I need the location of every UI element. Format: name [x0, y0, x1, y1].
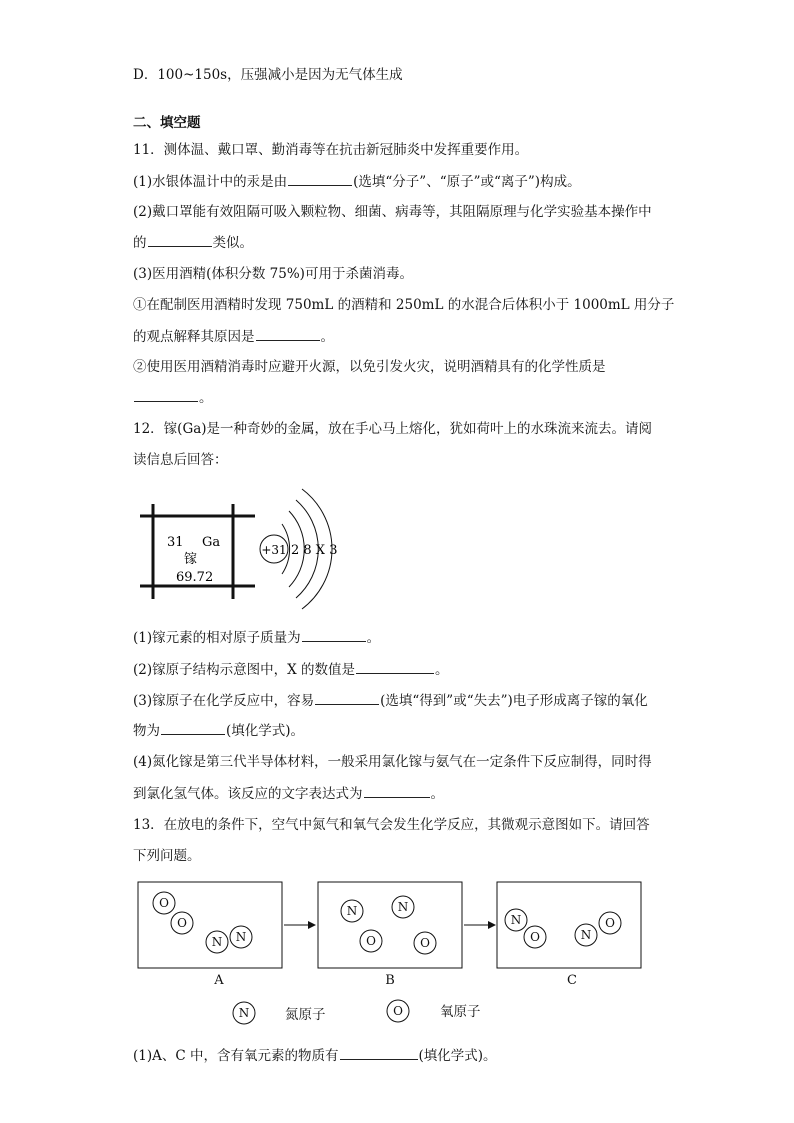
- atom-label: O: [393, 1004, 403, 1018]
- q13-part1: [133, 1046, 497, 1065]
- element-symbol: Ga: [202, 535, 221, 550]
- q13-part1-hint: (填化学式)。: [418, 1048, 497, 1064]
- answer-blank[interactable]: [364, 784, 430, 798]
- atom-label: N: [238, 1006, 250, 1020]
- q13-part1-text: (1)A、C 中，含有氧元素的物质有: [133, 1048, 339, 1064]
- atom-label: O: [159, 896, 169, 910]
- atom-label: O: [605, 916, 615, 930]
- atom-label: O: [177, 916, 187, 930]
- box-label-c: C: [567, 973, 577, 988]
- answer-blank[interactable]: [148, 233, 212, 247]
- q11-part2-suffix: 类似。: [212, 235, 253, 251]
- q10-option-d: D．100~150s，压强减小是因为无气体生成: [133, 67, 403, 83]
- q12-part2-end: 。: [435, 662, 449, 678]
- atom-label: O: [420, 936, 430, 950]
- q12-stem-line2: 读信息后回答：: [133, 452, 228, 468]
- box-label-a: A: [214, 973, 224, 988]
- q11-part2-prefix: 的: [133, 235, 147, 251]
- q11-part3b-line1: ②使用医用酒精消毒时应避开火源，以免引发火灾，说明酒精具有的化学性质是: [133, 359, 606, 375]
- q11-part3: (3)医用酒精(体积分数 75%)可用于杀菌消毒。: [133, 266, 413, 282]
- answer-blank[interactable]: [302, 628, 366, 642]
- q12-part3-text: (3)镓原子在化学反应中，容易: [133, 693, 315, 709]
- answer-blank[interactable]: [134, 388, 198, 402]
- q13-stem-line1: 13．在放电的条件下，空气中氮气和氧气会发生化学反应，其微观示意图如下。请回答: [133, 817, 650, 833]
- q11-part3a-end: 。: [320, 329, 334, 345]
- atom-label: N: [211, 935, 223, 949]
- atom-label: N: [510, 913, 522, 927]
- q12-part1-end: 。: [366, 630, 381, 646]
- element-name: 镓: [184, 552, 198, 567]
- q11-stem: 11．测体温、戴口罩、勤消毒等在抗击新冠肺炎中发挥重要作用。: [133, 142, 529, 158]
- q12-part4-line1: (4)氮化镓是第三代半导体材料，一般采用氯化镓与氨气在一定条件下反应制得，同时得: [133, 754, 652, 770]
- box-b: [318, 882, 462, 968]
- q12-part3-line2: [133, 721, 304, 740]
- q11-part3a-line1: ①在配制医用酒精时发现 750mL 的酒精和 250mL 的水混合后体积小于 1000mL 用分子: [133, 297, 675, 313]
- atom-label: N: [346, 904, 358, 918]
- q12-part2-text: (2)镓原子结构示意图中，X 的数值是: [133, 662, 356, 678]
- q11-part1: [133, 172, 581, 191]
- atomic-number: 31: [167, 535, 184, 550]
- arrow-a-b: [284, 921, 316, 929]
- q11-part3b-end: 。: [199, 390, 213, 406]
- atom-label: O: [530, 930, 540, 944]
- electron-counts: 2 8 X 3: [291, 543, 338, 558]
- answer-blank[interactable]: [256, 327, 320, 341]
- q11-part2-line1: (2)戴口罩能有效阻隔可吸入颗粒物、细菌、病毒等，其阻隔原理与化学实验基本操作中: [133, 204, 652, 220]
- section-title: 二、填空题: [133, 115, 201, 131]
- answer-blank[interactable]: [288, 172, 352, 186]
- q12-part2: [133, 660, 449, 679]
- q12-part4-end: 。: [430, 786, 444, 802]
- atom-label: O: [366, 934, 376, 948]
- q12-part3-prefix: 物为: [133, 723, 160, 739]
- q12-stem-line1: 12．镓(Ga)是一种奇妙的金属，放在手心马上熔化，犹如荷叶上的水珠流来流去。请阅: [133, 421, 653, 437]
- q11-part3a-line2: [133, 327, 334, 346]
- q13-stem-line2: 下列问题。: [133, 848, 201, 864]
- nucleus-charge: +31: [261, 543, 287, 557]
- q12-part3-suffix: (填化学式)。: [226, 723, 305, 739]
- q12-part1-text: (1)镓元素的相对原子质量为: [133, 630, 301, 646]
- q12-part1: [133, 628, 380, 647]
- arrow-b-c: [464, 921, 496, 929]
- atom-label: N: [235, 930, 247, 944]
- q12-part3-hint: (选填“得到”或“失去”)电子形成离子镓的氧化: [380, 693, 648, 709]
- answer-blank[interactable]: [340, 1046, 418, 1060]
- reaction-micro-diagram: [130, 874, 650, 1034]
- q12-part3-line1: [133, 691, 648, 710]
- q12-part4-text: 到氯化氢气体。该反应的文字表达式为: [133, 786, 363, 802]
- q11-part3a-text: 的观点解释其原因是: [133, 329, 255, 345]
- q11-part1-text: (1)水银体温计中的汞是由: [133, 174, 288, 190]
- legend-oxygen-label: 氧原子: [440, 1004, 481, 1020]
- answer-blank[interactable]: [315, 691, 379, 705]
- legend-nitrogen-label: 氮原子: [285, 1007, 326, 1023]
- answer-blank[interactable]: [161, 721, 225, 735]
- gallium-figure: [130, 484, 350, 614]
- atomic-mass: 69.72: [176, 570, 214, 585]
- box-label-b: B: [385, 973, 395, 988]
- atom-label: N: [397, 900, 409, 914]
- atom-label: N: [580, 928, 592, 942]
- q11-part3b-line2: [133, 388, 213, 407]
- q11-part2-line2: [133, 233, 253, 252]
- q11-part1-hint: (选填“分子”、“原子”或“离子”)构成。: [353, 174, 581, 190]
- q12-part4-line2: [133, 784, 444, 803]
- answer-blank[interactable]: [356, 660, 434, 674]
